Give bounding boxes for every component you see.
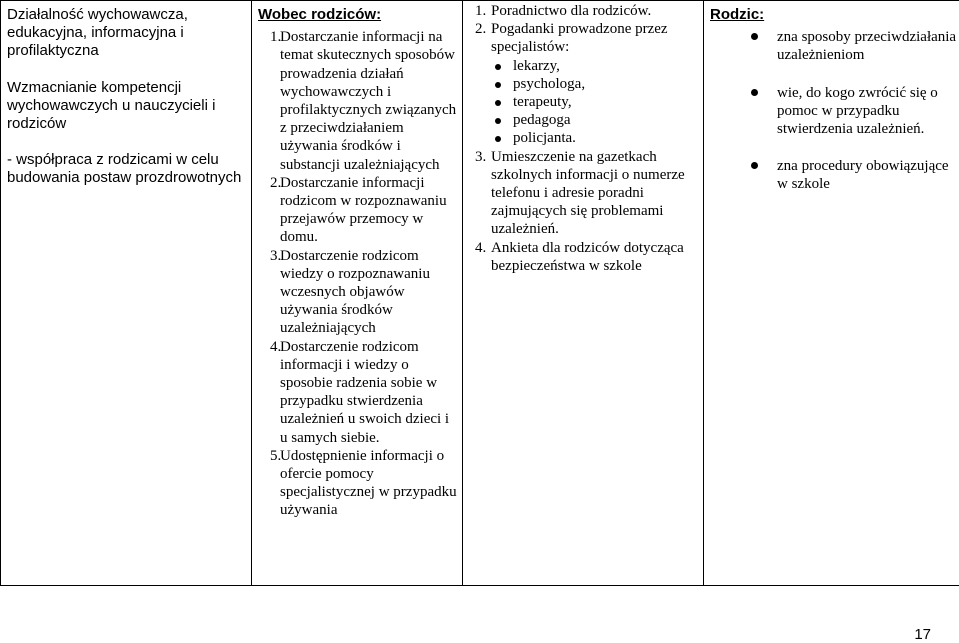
area-goal: Wzmacnianie kompetencji wychowawczych u nauczycieli i rodziców [7, 78, 216, 133]
list-item: 2. Pogadanki prowadzone przez specjalistów: lekarzy, psychologa, terapeuty, pedagoga policjanta. [469, 20, 699, 147]
list-item: 3. Umieszczenie na gazetkach szkolnych informacji o numerze telefonu i adresie poradni zajmujących się problemami uzależnień. [475, 148, 685, 238]
list-item: 1. Dostarczanie informacji na temat skutecznych sposobów prowadzenia działań wychowawczych i profilaktycznych związanych z przeciwdziałaniem używania środków i substancji uzależniających [270, 29, 457, 173]
bullet-icon [751, 89, 758, 96]
list-item: policjanta. [491, 129, 699, 147]
cell-outcomes [704, 1, 959, 586]
list-item: 5. Udostępnienie informacji o ofercie pomocy specjalistycznej w przypadku używania [270, 447, 457, 519]
cell-tasks [252, 1, 463, 586]
list-item: pedagoga [491, 111, 699, 129]
area-cooperation: - współpraca z rodzicami w celu budowania postaw prozdrowotnych [7, 151, 242, 187]
list-item: zna procedury obowiązujące w szkole [710, 157, 957, 193]
list-item: wie, do kogo zwrócić się o pomoc w przypadku stwierdzenia uzależnień. [710, 84, 957, 139]
outcomes-heading: Rodzic: [710, 6, 765, 23]
specialists-list [491, 57, 699, 148]
list-item: terapeuty, [491, 93, 699, 111]
list-item: 1. Poradnictwo dla rodziców. [475, 3, 652, 19]
tasks-heading: Wobec rodziców: [258, 6, 382, 23]
tasks-list [258, 28, 458, 519]
list-item: 4. Dostarczenie rodzicom informacji i wiedzy o sposobie radzenia sobie w przypadku stwierdzenia uzależnień u swoich dzieci i u samych siebie. [270, 338, 450, 446]
list-item: zna sposoby przeciwdziałania uzależnieniom [710, 28, 957, 64]
page-number: 17 [914, 626, 931, 643]
list-item: lekarzy, [491, 57, 699, 75]
bullet-icon [751, 162, 758, 169]
cell-methods [463, 1, 704, 586]
outcomes-list [710, 28, 957, 193]
list-item: psychologa, [491, 75, 699, 93]
list-item: 4. Ankieta dla rodziców dotycząca bezpieczeństwa w szkole [475, 239, 684, 274]
bullet-icon [751, 33, 758, 40]
methods-list [469, 2, 699, 275]
list-item: 2. Dostarczanie informacji rodzicom w rozpoznawaniu przejawów przemocy w domu. [270, 174, 447, 246]
area-title: Działalność wychowawcza, edukacyjna, informacyjna i profilaktyczna [7, 6, 188, 60]
list-item: 3. Dostarczenie rodzicom wiedzy o rozpoznawaniu wczesnych objawów używania środków uzależniających [270, 247, 430, 337]
cell-area [1, 1, 252, 586]
table-row [1, 1, 959, 586]
